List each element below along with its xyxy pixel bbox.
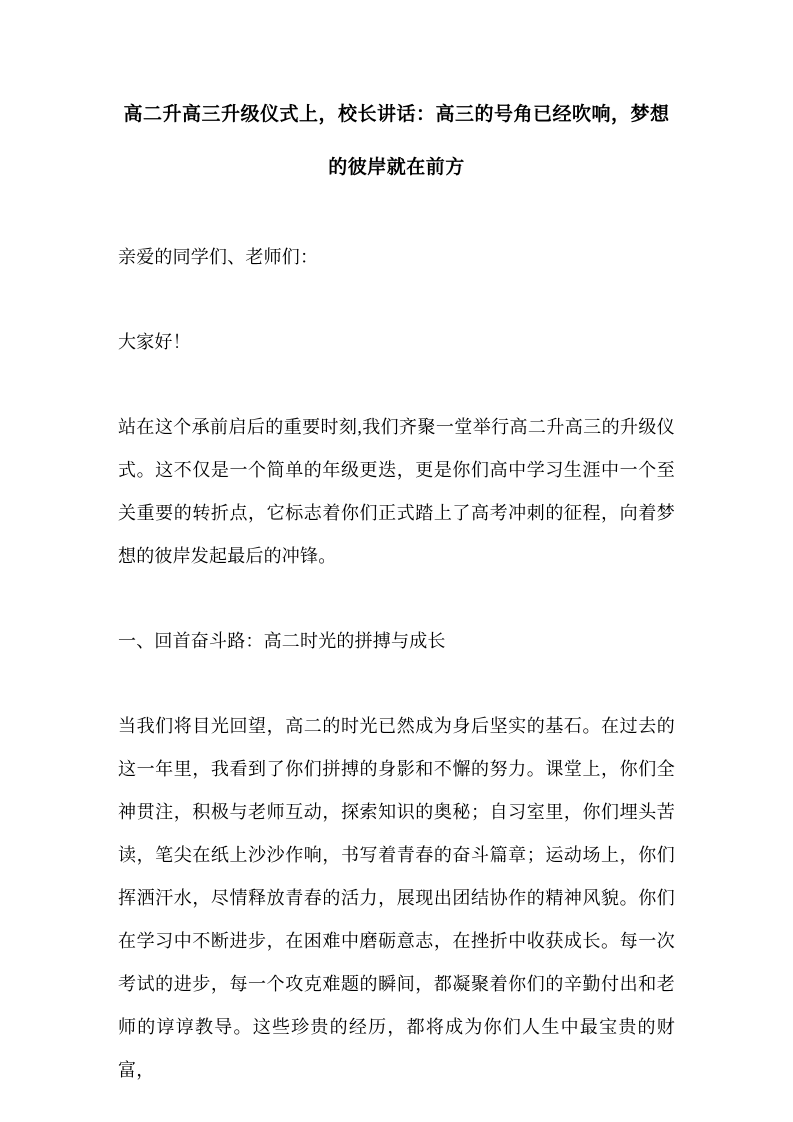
paragraph-section-1-body: 当我们将目光回望，高二的时光已然成为身后坚实的基石。在过去的这一年里，我看到了你们拼搏的身影和不懈的努力。课堂上，你们全神贯注，积极与老师互动，探索知识的奥秘；自习室里，你们埋头苦读，笔尖在纸上沙沙作响，书写着青春的奋斗篇章；运动场上，你们挥洒汗水，尽情释放青春的活力，展现出团结协作的精神风貌。你们在学习中不断进步，在困难中磨砺意志，在挫折中收获成长。每一次考试的进步，每一个攻克难题的瞬间，都凝聚着你们的辛勤付出和老师的谆谆教导。这些珍贵的经历，都将成为你们人生中最宝贵的财富， bbox=[118, 716, 675, 1080]
document-title: 高二升高三升级仪式上，校长讲话：高三的号角已经吹响，梦想的彼岸就在前方 bbox=[123, 104, 670, 178]
document-body bbox=[118, 236, 675, 1092]
paragraph-greeting: 大家好！ bbox=[118, 332, 191, 352]
section-heading-1: 一、回首奋斗路：高二时光的拼搏与成长 bbox=[118, 631, 446, 651]
paragraph-intro: 站在这个承前启后的重要时刻,我们齐聚一堂举行高二升高三的升级仪式。这不仅是一个简单的年级更迭，更是你们高中学习生涯中一个至关重要的转折点，它标志着你们正式踏上了高考冲刺的征程，向着梦想的彼岸发起最后的冲锋。 bbox=[118, 417, 675, 566]
paragraph-salutation: 亲爱的同学们、老师们： bbox=[118, 247, 319, 267]
